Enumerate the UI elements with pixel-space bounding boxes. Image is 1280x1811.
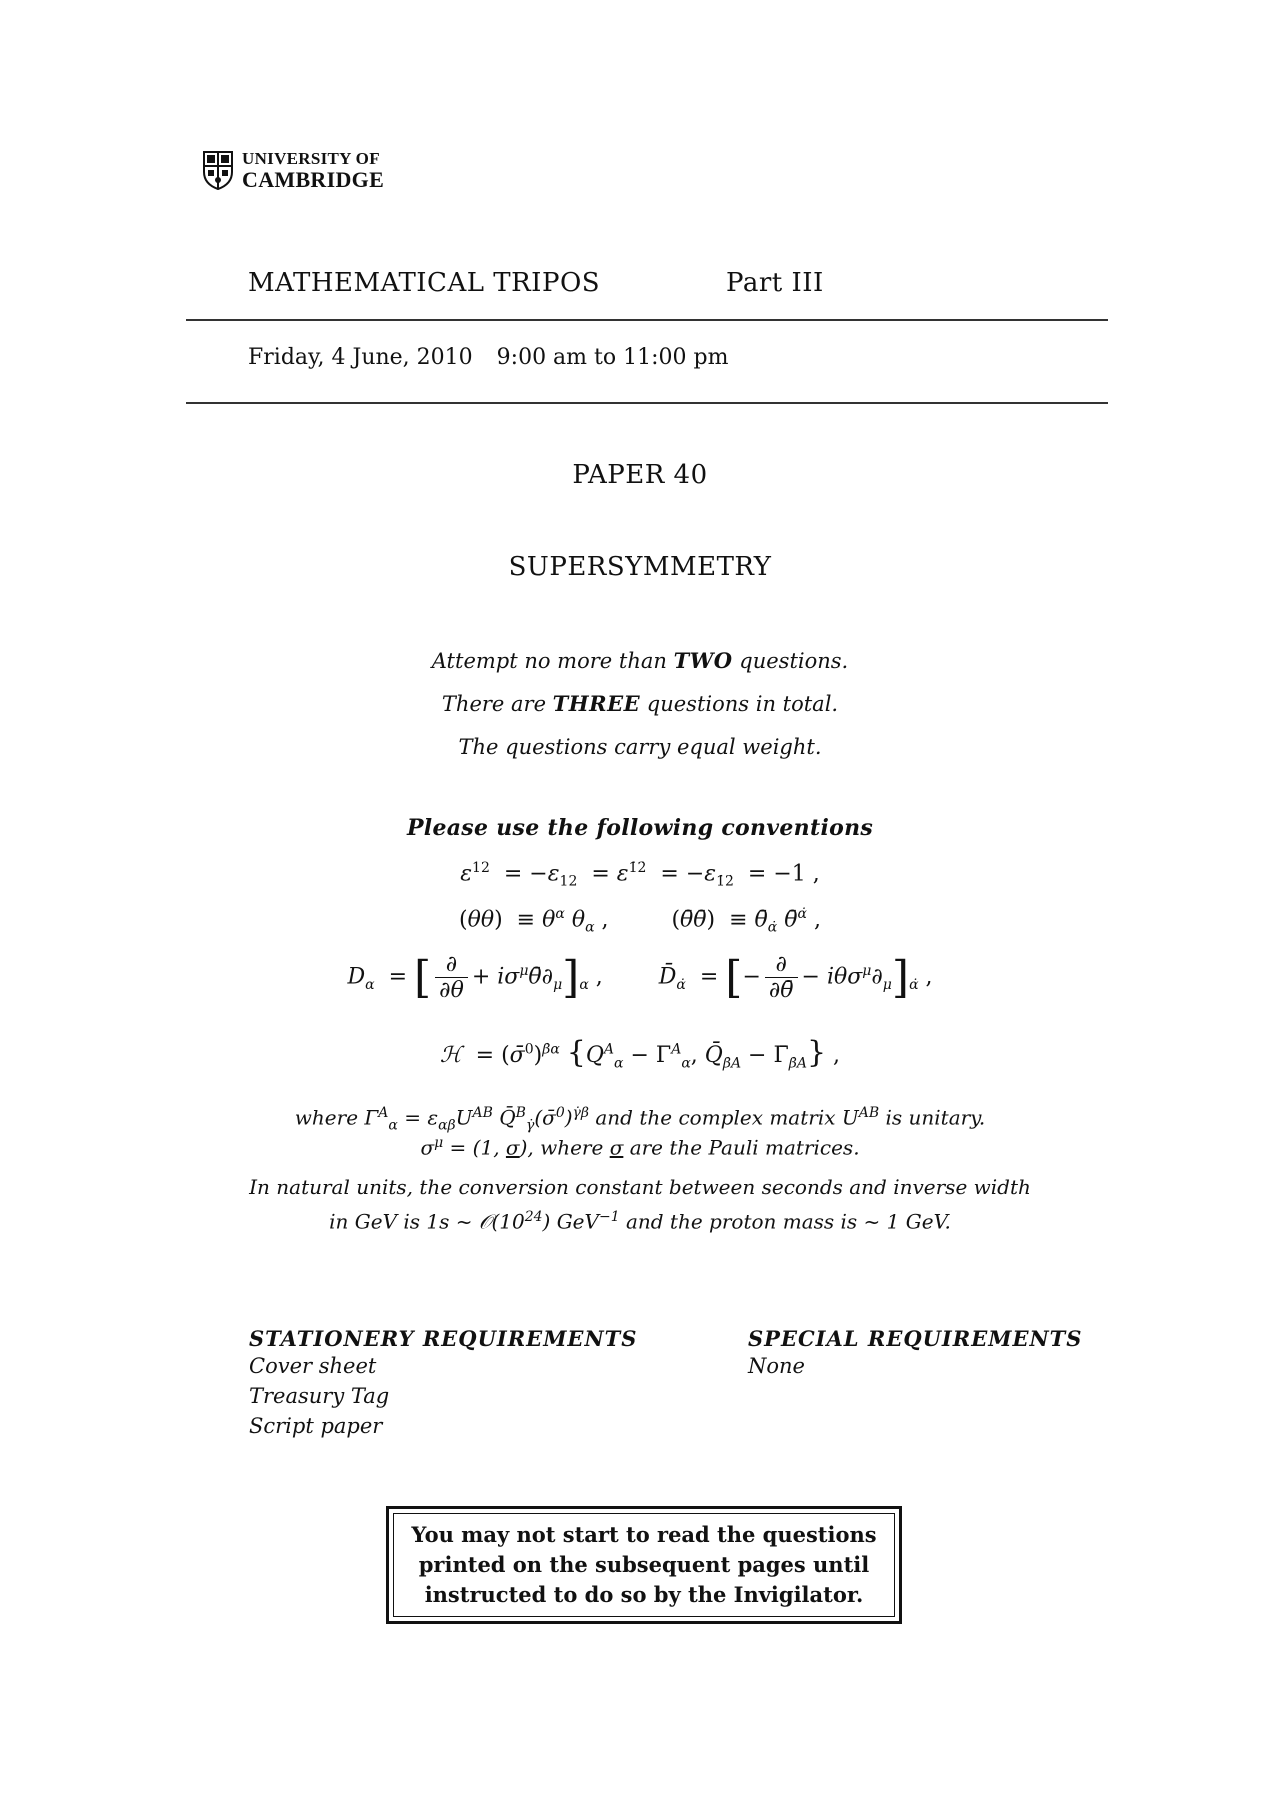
special-item: None [748,1354,805,1378]
conventions-heading: Please use the following conventions [406,815,874,841]
paper-number: PAPER 40 [572,460,708,490]
hamiltonian-equation: ℋ = (σ̄$^0$)$^{\betȧ\alpha}$ {$Q^A_\alpha - \Gamma^A_\alpha$, $Q̄_{\betȧA}$ − $\Gammā_{\betȧA}$} , [439,1035,841,1072]
derivative-equation: $D_\alpha$ = [ $\frac{\partial}{\partial\theta}$ + $i\sigma^\mu\thetā\partial_\mu]_\alpha$ , $D̄_{\alphȧ}$ = [− $\frac{\partial}{\partial\thetā}$ − $i\theta\sigma^\mu\partial_\mu]_{\alphȧ}$ , [347,952,933,1003]
notice-line: instructed to do so by the Invigilator. [424,1582,864,1607]
exam-date-time [248,345,728,370]
instruction-3: The questions carry equal weight. [458,735,822,759]
exam-time: 9:00 am to 11:00 pm [496,345,729,370]
special-requirements [748,1326,1082,1381]
theta-equation: $(\theta\theta) \equiv \theta^\alpha$ $\theta_\alpha$ , (θ̄θ̄) ≡ $\thetā_{\alphȧ}$ θ̄$^{\alphȧ}$ , [459,906,821,936]
instruction-2: There are THREE questions in total. [441,691,839,716]
special-heading: SPECIAL REQUIREMENTS [748,1326,1083,1351]
epsilon-equation: $\varepsilon^{12} = -\varepsilon_{12} = \varepsilon^{1̇2̇} = -\varepsilon_{1̇2̇} = -1$ , [460,860,820,890]
notice-line: printed on the subsequent pages until [418,1552,870,1577]
stationery-item: Script paper [249,1414,383,1438]
part-label: Part III [726,268,824,298]
crest-icon [202,150,234,190]
stationery-item: Cover sheet [249,1354,377,1378]
stationery-item: Treasury Tag [249,1384,390,1408]
notice-line: You may not start to read the questions [411,1522,877,1547]
tripos-title: MATHEMATICAL TRIPOS [248,268,601,298]
stationery-requirements [249,1326,637,1441]
unit-note-line1: In natural units, the conversion constant between seconds and inverse width [249,1175,1031,1199]
stationery-heading: STATIONERY REQUIREMENTS [249,1326,638,1351]
unit-note-line2: in GeV is 1s ~ $𝒪(10^{24})$ GeV$^{-1}$ and the proton mass is ~ 1 GeV. [329,1209,951,1234]
paper-subject: SUPERSYMMETRY [508,552,772,582]
logo-line2: CAMBRIDGE [242,167,385,192]
bottom-rule [186,402,1108,404]
logo-line1: UNIVERSITY OF [242,149,380,168]
invigilator-notice [386,1506,902,1624]
university-logo [202,150,384,192]
exam-date: Friday, 4 June, 2010 [248,345,473,370]
instruction-1: Attempt no more than TWO questions. [431,648,849,673]
pauli-definition: $\sigma^\mu = (1$, σ), where σ are the Pauli matrices. [420,1135,860,1160]
gamma-definition: where $\Gamma^A_\alpha = \varepsilon_{\alpha\beta}U^{AB}$ Q̄$^B_{\gammȧ}$(σ̄$^0$)$^{\gammȧ\beta}$ and the complex matrix $U^{AB}$ is unitary. [294,1105,986,1134]
top-rule [186,319,1108,321]
